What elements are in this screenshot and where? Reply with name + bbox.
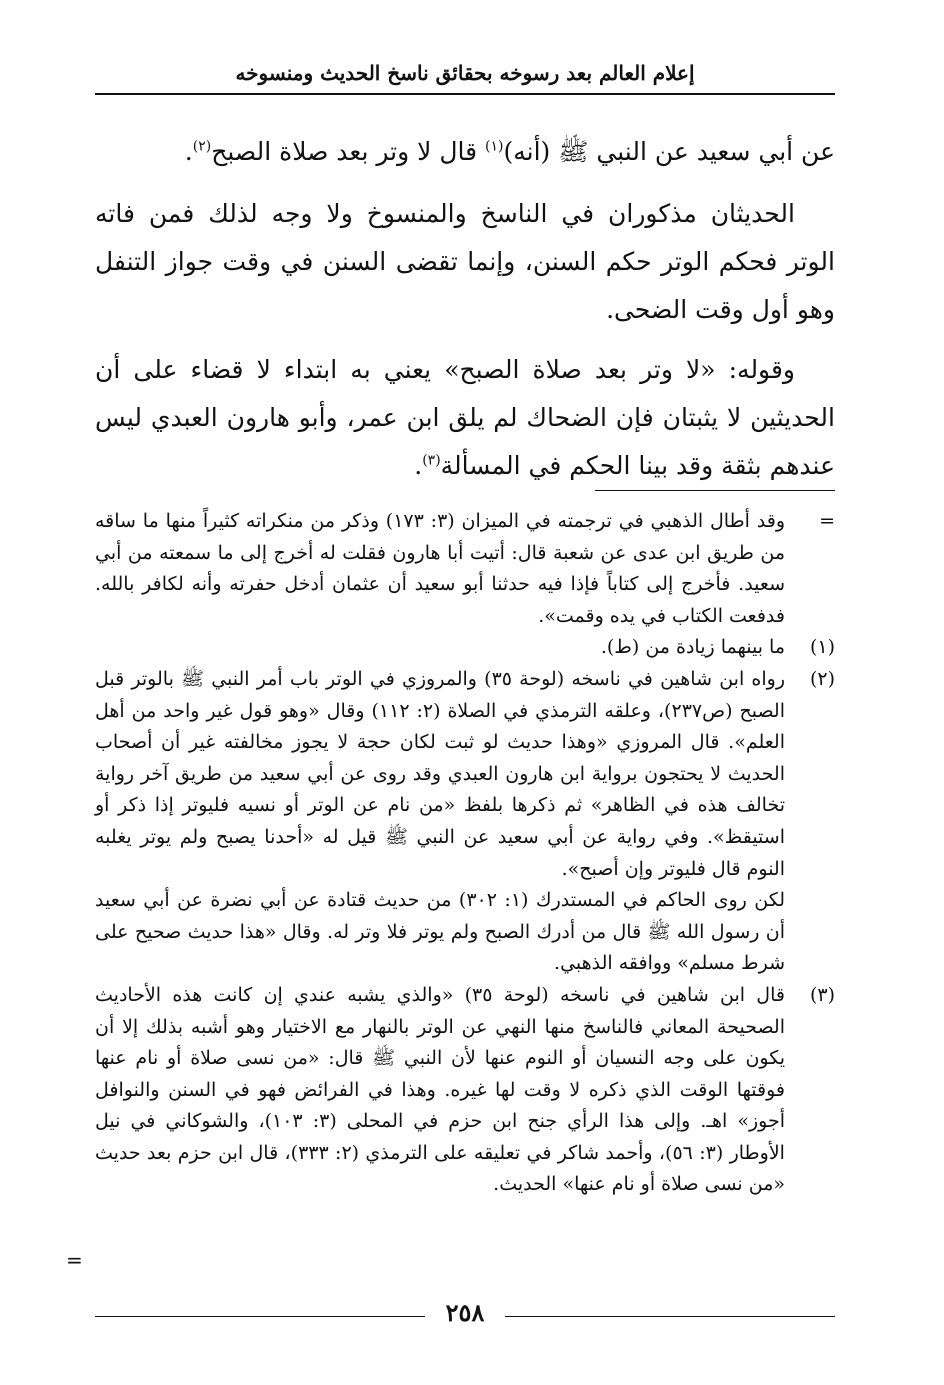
- footnote-1-number: (١): [809, 636, 835, 659]
- hadith-paragraph: [95, 128, 835, 176]
- footnote-ref-3: (٣): [422, 452, 441, 469]
- hadith-text-end: قال لا وتر بعد صلاة الصبح: [211, 137, 486, 166]
- footnote-1-text: ما بينهما زيادة من (ط).: [600, 636, 785, 659]
- header-rule: [95, 93, 835, 95]
- footnote-continuation: [95, 506, 835, 632]
- footnote-ref-2: (٢): [192, 138, 212, 155]
- footnote-3-text: قال ابن شاهين في ناسخه (لوحة ٣٥) «والذي يشبه عندي إن كانت هذه الأحاديث الصحيحة المعاني فالناسخ منها النهي عن الوتر بالنهار مع الاختيار وهو أشبه بذلك إلا أن يكون على وجه النسيان أو النوم عنها لأن النبي ﷺ قال: «من نسى صلاة أو نام عنها فوقتها الوقت الذي ذكره لا وقت لها غيره. وهذا في الفرائض فهو في السنن والنوافل أجوز» اهـ. وإلى هذا الرأي جنح ابن حزم في المحلى (٣: ١٠٣)، والشوكاني في نيل الأوطار (٣: ٥٦)، وأحمد شاكر في تعليقه على الترمذي (٢: ٣٣٣)، قال ابن حزم بعد حديث «من نسى صلاة أو نام عنها» الحديث.: [95, 983, 785, 1196]
- footnote-continuation-text: وقد أطال الذهبي في ترجمته في الميزان (٣: ١٧٣) وذكر من منكراته كثيراً منها ما ساقه من طريق ابن عدى عن شعبة قال: أتيت أبا هارون فقلت له أخرج إلى ما سمعته من أبي سعيد. فأخرج إلى كتاباً فإذا فيه حدثنا أبو سعيد أن عثمان أدخل حفرته وأنه لكافر بالله. فدفعت الكتاب في يده وقمت».: [95, 510, 785, 627]
- hadith-period: .: [184, 137, 193, 166]
- commentary-period: .: [414, 451, 423, 480]
- commentary-paragraph-1: الحديثان مذكوران في الناسخ والمنسوخ ولا وجه لذلك فمن فاته الوتر فحكم الوتر حكم السنن، وإنما تقضى السنن في وقت جواز التنفل وهو أول وقت الضحى.: [95, 199, 835, 324]
- continuation-marker: =: [819, 510, 835, 532]
- footnote-2-body: [95, 664, 785, 980]
- footnote-separator: [595, 490, 835, 491]
- commentary-text: وقوله: «لا وتر بعد صلاة الصبح» يعني به ابتداء لا قضاء على أن الحديثين لا يثبتان فإن الضحاك لم يلق ابن عمر، وأبو هارون العبدي ليس عندهم بثقة وقد بينا الحكم في المسألة: [95, 355, 835, 480]
- footnote-1: [95, 632, 835, 664]
- page-number: ٢٥٨: [445, 1298, 485, 1327]
- footnote-2-number: (٢): [809, 667, 835, 690]
- footnote-3-number: (٣): [809, 983, 835, 1006]
- continues-marker: =: [66, 1248, 83, 1272]
- footer-rule-right: [505, 1316, 835, 1317]
- footnotes: [95, 506, 835, 1201]
- footnote-2-text-2: لكن روى الحاكم في المستدرك (١: ٣٠٢) من حديث قتادة عن أبي نضرة عن أبي سعيد أن رسول الله ﷺ قال من أدرك الصبح ولم يوتر فلا وتر له. وقال «هذا حديث صحيح على شرط مسلم» ووافقه الذهبي.: [95, 889, 785, 975]
- footnote-ref-1: (١): [485, 138, 504, 155]
- main-text: [95, 128, 835, 502]
- footnote-3: [95, 980, 835, 1201]
- hadith-text-start: عن أبي سعيد عن النبي ﷺ (أنه): [503, 137, 835, 166]
- footer-rule-left: [95, 1316, 425, 1317]
- page-footer: [95, 1296, 835, 1332]
- footnote-2: [95, 664, 835, 980]
- commentary-paragraph-2: [95, 346, 835, 490]
- footnote-2-text-1: رواه ابن شاهين في ناسخه (لوحة ٣٥) والمروزي في الوتر باب أمر النبي ﷺ بالوتر قبل الصبح (ص٢٣٧)، وعلقه الترمذي في الصلاة (٢: ١١٢) وقال «وهو قول غير واحد من أهل العلم». قال المروزي «وهذا حديث لو ثبت لكان حجة لا يجوز مخالفته غير أن أصحاب الحديث لا يحتجون برواية ابن هارون العبدي وقد روى عن أبي سعيد من طريق آخر رواية تخالف هذه في الظاهر» ثم ذكرها بلفظ «من نام عن الوتر أو نسيه فليوتر إذا ذكر أو استيقظ». وفي رواية عن أبي سعيد عن النبي ﷺ قيل له «أحدنا يصبح ولم يوتر يغلبه النوم قال فليوتر وإن أصبح».: [95, 667, 786, 880]
- running-header: إعلام العالم بعد رسوخه بحقائق ناسخ الحديث ومنسوخه: [235, 61, 695, 85]
